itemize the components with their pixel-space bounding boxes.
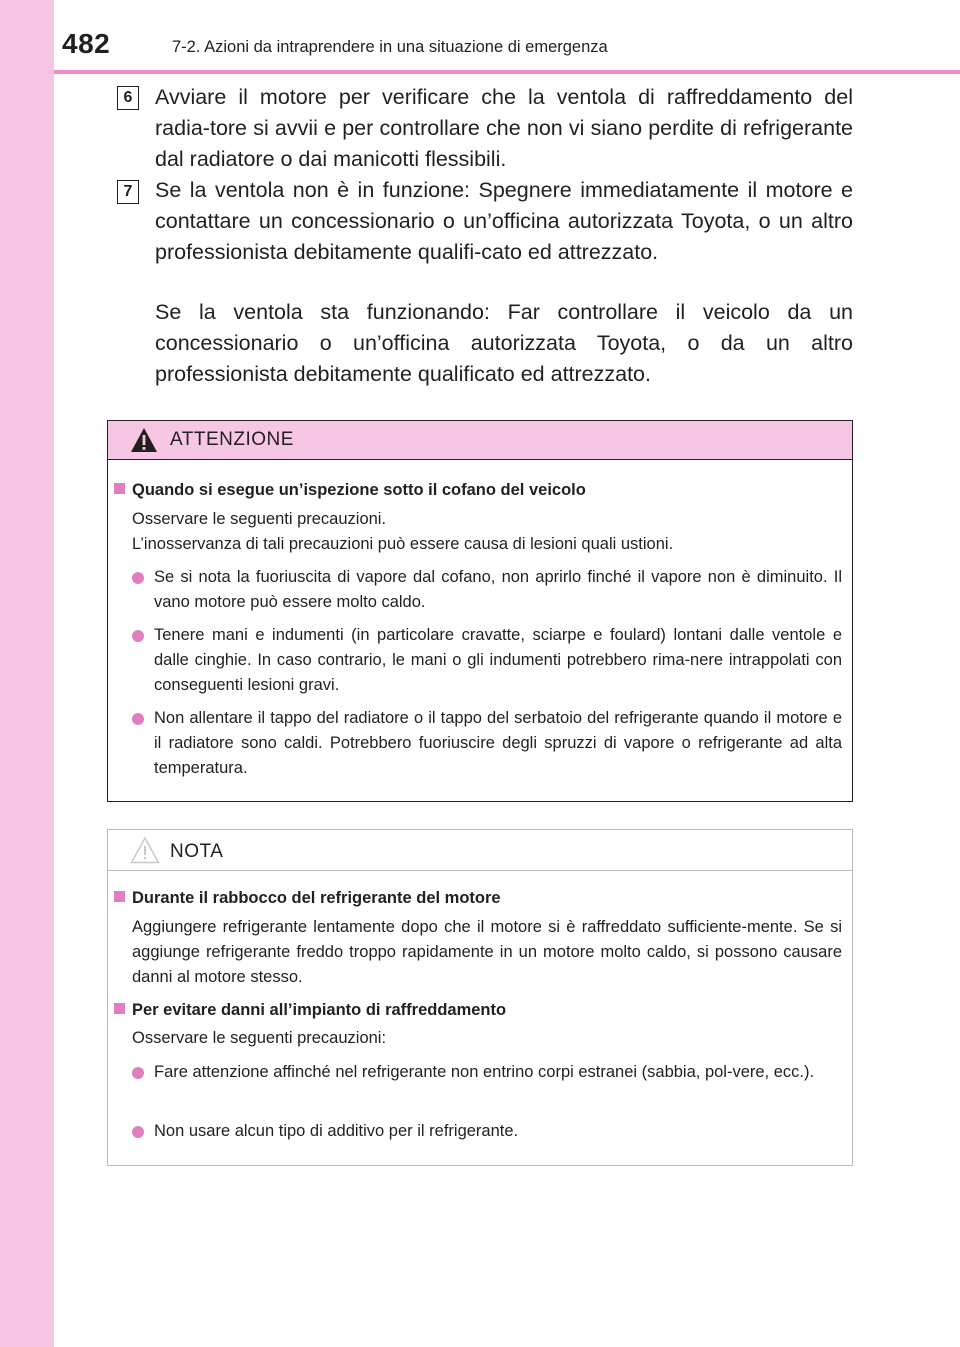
- circle-bullet-icon: [132, 572, 144, 584]
- page-number: 482: [62, 28, 111, 59]
- circle-bullet-icon: [132, 630, 144, 642]
- note-bullet: Non usare alcun tipo di additivo per il refrigerante.: [132, 1119, 842, 1144]
- warning-header: [108, 421, 852, 460]
- warning-bullet: Tenere mani e indumenti (in particolare cravatte, sciarpe e foulard) lontani dalle ventole e dalle cinghie. In caso contrario, le mani o gli indumenti potrebbero rima-nere intrappolati con conseguenti lesioni gravi.: [132, 623, 842, 698]
- note-section-1-text: Aggiungere refrigerante lentamente dopo che il motore si è raffreddato sufficiente-mente. Se si aggiunge refrigerante freddo troppo rapidamente in un motore molto caldo, si possono causare danni al motore stesso.: [132, 918, 842, 986]
- step-6-text: Avviare il motore per verificare che la ventola di raffreddamento del radia-tore si avvii e per controllare che non vi siano perdite di refrigerante dal radiatore o dai manicotti flessibili.: [155, 85, 853, 171]
- sidebar-tab: [0, 0, 54, 1347]
- note-heading-2: Per evitare danni all’impianto di raffreddamento: [114, 1001, 506, 1020]
- note-box: [107, 829, 853, 1166]
- square-bullet-icon: [114, 483, 125, 494]
- circle-bullet-icon: [132, 713, 144, 725]
- section-title: 7-2. Azioni da intraprendere in una situazione di emergenza: [172, 38, 608, 56]
- step-7-text: Se la ventola non è in funzione: Spegnere immediatamente il motore e contattare un concessionario o un’officina autorizzata Toyota, o un altro professionista debitamente qualifi-cato ed attrezzato.: [155, 178, 853, 264]
- note-heading-1: Durante il rabbocco del refrigerante del motore: [114, 889, 501, 908]
- note-section-2-intro: Osservare le seguenti precauzioni:: [132, 1029, 387, 1047]
- note-title: NOTA: [170, 841, 224, 862]
- warning-bullet: Non allentare il tappo del radiatore o il tappo del serbatoio del refrigerante quando il motore e il radiatore sono caldi. Potrebbero fuoriuscire degli spruzzi di vapore o refrigerante ad alta temperatura.: [132, 706, 842, 781]
- warning-box: [107, 420, 853, 802]
- caution-outline-triangle-icon: [130, 836, 160, 864]
- warning-intro-1: Osservare le seguenti precauzioni.: [132, 510, 387, 528]
- square-bullet-icon: [114, 891, 125, 902]
- step-badge-6: 6: [117, 86, 139, 110]
- step-7-extra-text: Se la ventola sta funzionando: Far controllare il veicolo da un concessionario o un’officina autorizzata Toyota, o da un altro professionista debitamente qualificato ed attrezzato.: [155, 300, 853, 386]
- step-badge-7: 7: [117, 180, 139, 204]
- note-header: [108, 830, 852, 871]
- circle-bullet-icon: [132, 1126, 144, 1138]
- square-bullet-icon: [114, 1003, 125, 1014]
- header-rule: [54, 70, 960, 74]
- warning-title: ATTENZIONE: [170, 429, 294, 450]
- warning-intro-2: L’inosservanza di tali precauzioni può essere causa di lesioni quali ustioni.: [132, 535, 674, 553]
- warning-heading: Quando si esegue un’ispezione sotto il cofano del veicolo: [114, 481, 586, 500]
- warning-bullet: Se si nota la fuoriuscita di vapore dal cofano, non aprirlo finché il vapore non è diminuito. Il vano motore può essere molto caldo.: [132, 565, 842, 615]
- warning-triangle-icon: [130, 427, 158, 453]
- note-bullet: Fare attenzione affinché nel refrigerante non entrino corpi estranei (sabbia, pol-vere, ecc.).: [132, 1060, 842, 1085]
- circle-bullet-icon: [132, 1067, 144, 1079]
